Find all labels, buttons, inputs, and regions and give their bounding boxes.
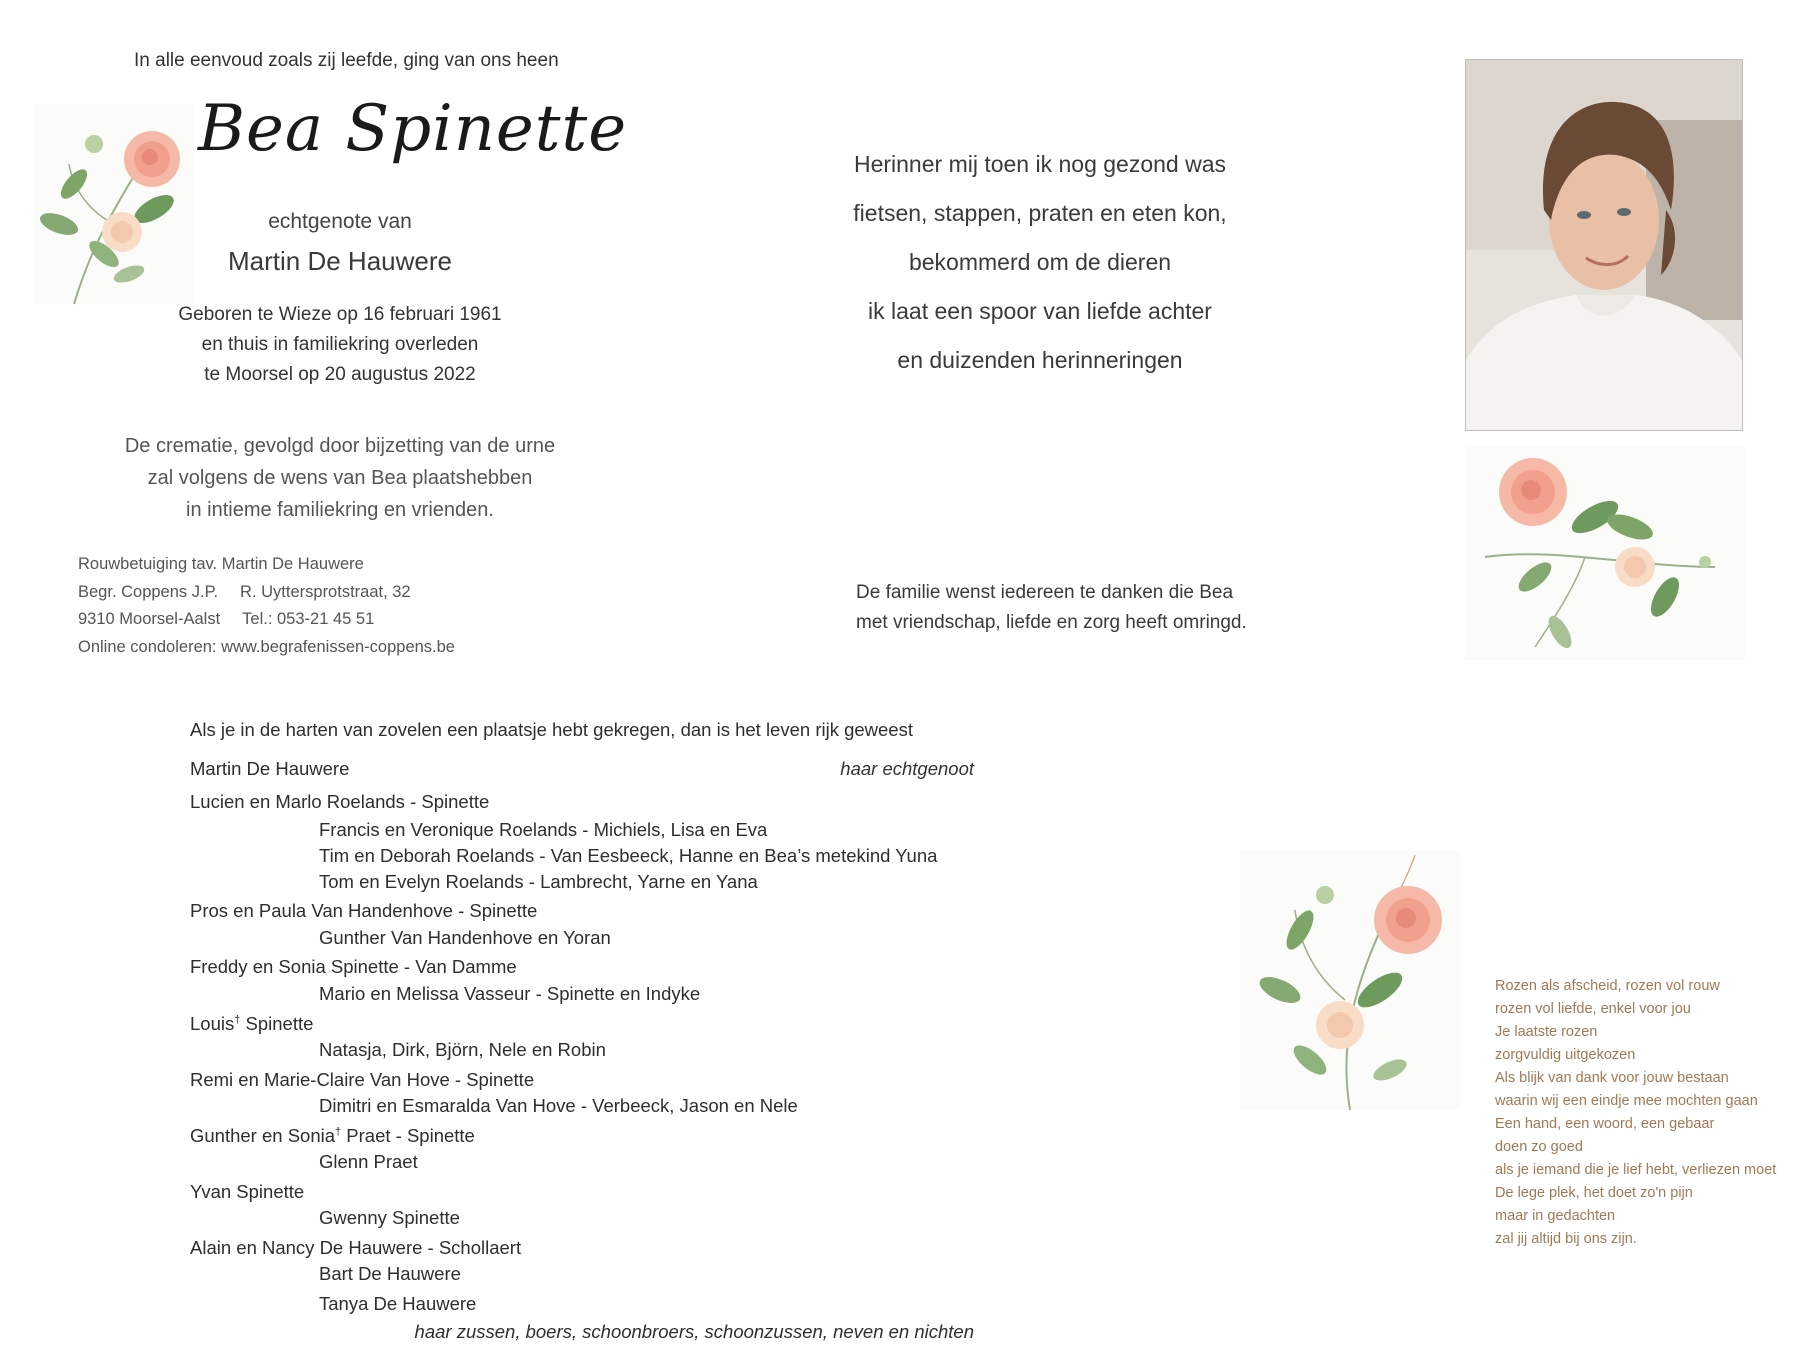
family-list xyxy=(190,717,990,1347)
family-line: Gwenny Spinette xyxy=(319,1207,460,1228)
family-member-name: Gunther en Sonia xyxy=(190,1125,336,1146)
death-place-line: te Moorsel op 20 augustus 2022 xyxy=(204,364,476,385)
family-motto: Als je in de harten van zovelen een plaatsje hebt gekregen, dan is het leven rijk geweest xyxy=(190,719,913,740)
portrait-photo xyxy=(1465,59,1743,431)
roses-poem xyxy=(1495,975,1776,1251)
family-line: Natasja, Dirk, Björn, Nele en Robin xyxy=(319,1039,606,1060)
roses-poem-line: De lege plek, het doet zo'n pijn xyxy=(1495,1185,1693,1201)
deceased-name: Bea Spinette xyxy=(198,92,628,166)
cremation-line: zal volgens de wens van Bea plaatshebben xyxy=(147,467,533,489)
cremation-block xyxy=(110,430,570,526)
thanks-block xyxy=(856,578,1247,638)
family-line: Dimitri en Esmaralda Van Hove - Verbeeck, Jason en Nele xyxy=(319,1095,798,1116)
husband-role: haar echtgenoot xyxy=(840,758,974,779)
undertaker-name: Begr. Coppens J.P. xyxy=(78,582,219,601)
online-condolence-link[interactable]: Online condoleren: www.begrafenissen-coppens.be xyxy=(78,637,455,656)
deceased-dagger-icon: † xyxy=(335,1125,342,1138)
poem-line: bekommerd om de dieren xyxy=(908,249,1172,275)
family-member-name: Louis xyxy=(190,1013,235,1034)
rose-bouquet-icon xyxy=(1240,850,1460,1110)
roses-poem-line: zorgvuldig uitgekozen xyxy=(1495,1047,1636,1063)
roses-poem-line: maar in gedachten xyxy=(1495,1208,1616,1224)
roses-poem-line: waarin wij een eindje mee mochten gaan xyxy=(1495,1093,1758,1109)
family-line: Freddy en Sonia Spinette - Van Damme xyxy=(190,956,517,977)
roses-poem-line: als je iemand die je lief hebt, verliezen moet xyxy=(1495,1162,1777,1178)
poem-line: ik laat een spoor van liefde achter xyxy=(868,298,1212,324)
birth-line: Geboren te Wieze op 16 februari 1961 xyxy=(178,304,502,325)
undertaker-city: 9310 Moorsel-Aalst xyxy=(78,610,221,628)
family-line: Yvan Spinette xyxy=(190,1181,305,1202)
birth-death-block xyxy=(150,300,530,390)
poem-block xyxy=(820,140,1260,385)
rose-bouquet-icon xyxy=(34,104,194,304)
roses-poem-line: Rozen als afscheid, rozen vol rouw xyxy=(1495,978,1720,994)
family-member-surname: Praet - Spinette xyxy=(341,1125,475,1146)
undertaker-phone: Tel.: 053-21 45 51 xyxy=(242,610,375,628)
family-line xyxy=(190,1119,990,1149)
family-line: Francis en Veronique Roelands - Michiels, Lisa en Eva xyxy=(319,819,768,840)
intro-line: In alle eenvoud zoals zij leefde, ging van ons heen xyxy=(134,50,559,71)
thanks-line: De familie wenst iedereen te danken die Bea xyxy=(856,582,1234,603)
roses-poem-line: Als blijk van dank voor jouw bestaan xyxy=(1495,1070,1729,1086)
spouse-label: echtgenote van xyxy=(268,210,412,233)
family-line: Remi en Marie-Claire Van Hove - Spinette xyxy=(190,1069,535,1090)
poem-line: Herinner mij toen ik nog gezond was xyxy=(853,151,1227,177)
family-line xyxy=(190,1007,990,1037)
poem-line: fietsen, stappen, praten en eten kon, xyxy=(853,200,1227,226)
family-line: Bart De Hauwere xyxy=(319,1263,461,1284)
family-member-surname: Spinette xyxy=(240,1013,314,1034)
family-line: Alain en Nancy De Hauwere - Schollaert xyxy=(190,1237,522,1258)
family-line: Tim en Deborah Roelands - Van Eesbeeck, Hanne en Bea’s metekind Yuna xyxy=(319,845,938,866)
family-line: Gunther Van Handenhove en Yoran xyxy=(319,927,611,948)
undertaker-address: R. Uyttersprotstraat, 32 xyxy=(240,582,411,601)
roses-poem-line: doen zo goed xyxy=(1495,1139,1583,1155)
family-closing: haar zussen, boers, schoonbroers, schoonzussen, neven en nichten xyxy=(414,1321,974,1342)
rose-bouquet-icon xyxy=(1465,447,1745,660)
husband-name: Martin De Hauwere xyxy=(190,758,350,779)
cremation-line: De crematie, gevolgd door bijzetting van de urne xyxy=(124,435,556,457)
death-line: en thuis in familiekring overleden xyxy=(201,334,479,355)
roses-poem-line: rozen vol liefde, enkel voor jou xyxy=(1495,1001,1691,1017)
family-line: Pros en Paula Van Handenhove - Spinette xyxy=(190,900,538,921)
family-line: Lucien en Marlo Roelands - Spinette xyxy=(190,791,490,812)
family-row-husband xyxy=(190,749,990,783)
roses-poem-line: zal jij altijd bij ons zijn. xyxy=(1495,1231,1637,1247)
spouse-name: Martin De Hauwere xyxy=(228,246,452,276)
family-line: Mario en Melissa Vasseur - Spinette en Indyke xyxy=(319,983,701,1004)
contact-block xyxy=(78,551,455,661)
cremation-line: in intieme familiekring en vrienden. xyxy=(186,499,494,521)
poem-line: en duizenden herinneringen xyxy=(897,347,1183,373)
family-line: Tom en Evelyn Roelands - Lambrecht, Yarne en Yana xyxy=(319,871,758,892)
roses-poem-line: Je laatste rozen xyxy=(1495,1024,1598,1040)
thanks-line: met vriendschap, liefde en zorg heeft omringd. xyxy=(856,612,1247,633)
deceased-dagger-icon: † xyxy=(234,1013,241,1026)
roses-poem-line: Een hand, een woord, een gebaar xyxy=(1495,1116,1715,1132)
contact-condolence: Rouwbetuiging tav. Martin De Hauwere xyxy=(78,555,364,573)
family-line: Tanya De Hauwere xyxy=(319,1293,477,1314)
family-line: Glenn Praet xyxy=(319,1151,418,1172)
